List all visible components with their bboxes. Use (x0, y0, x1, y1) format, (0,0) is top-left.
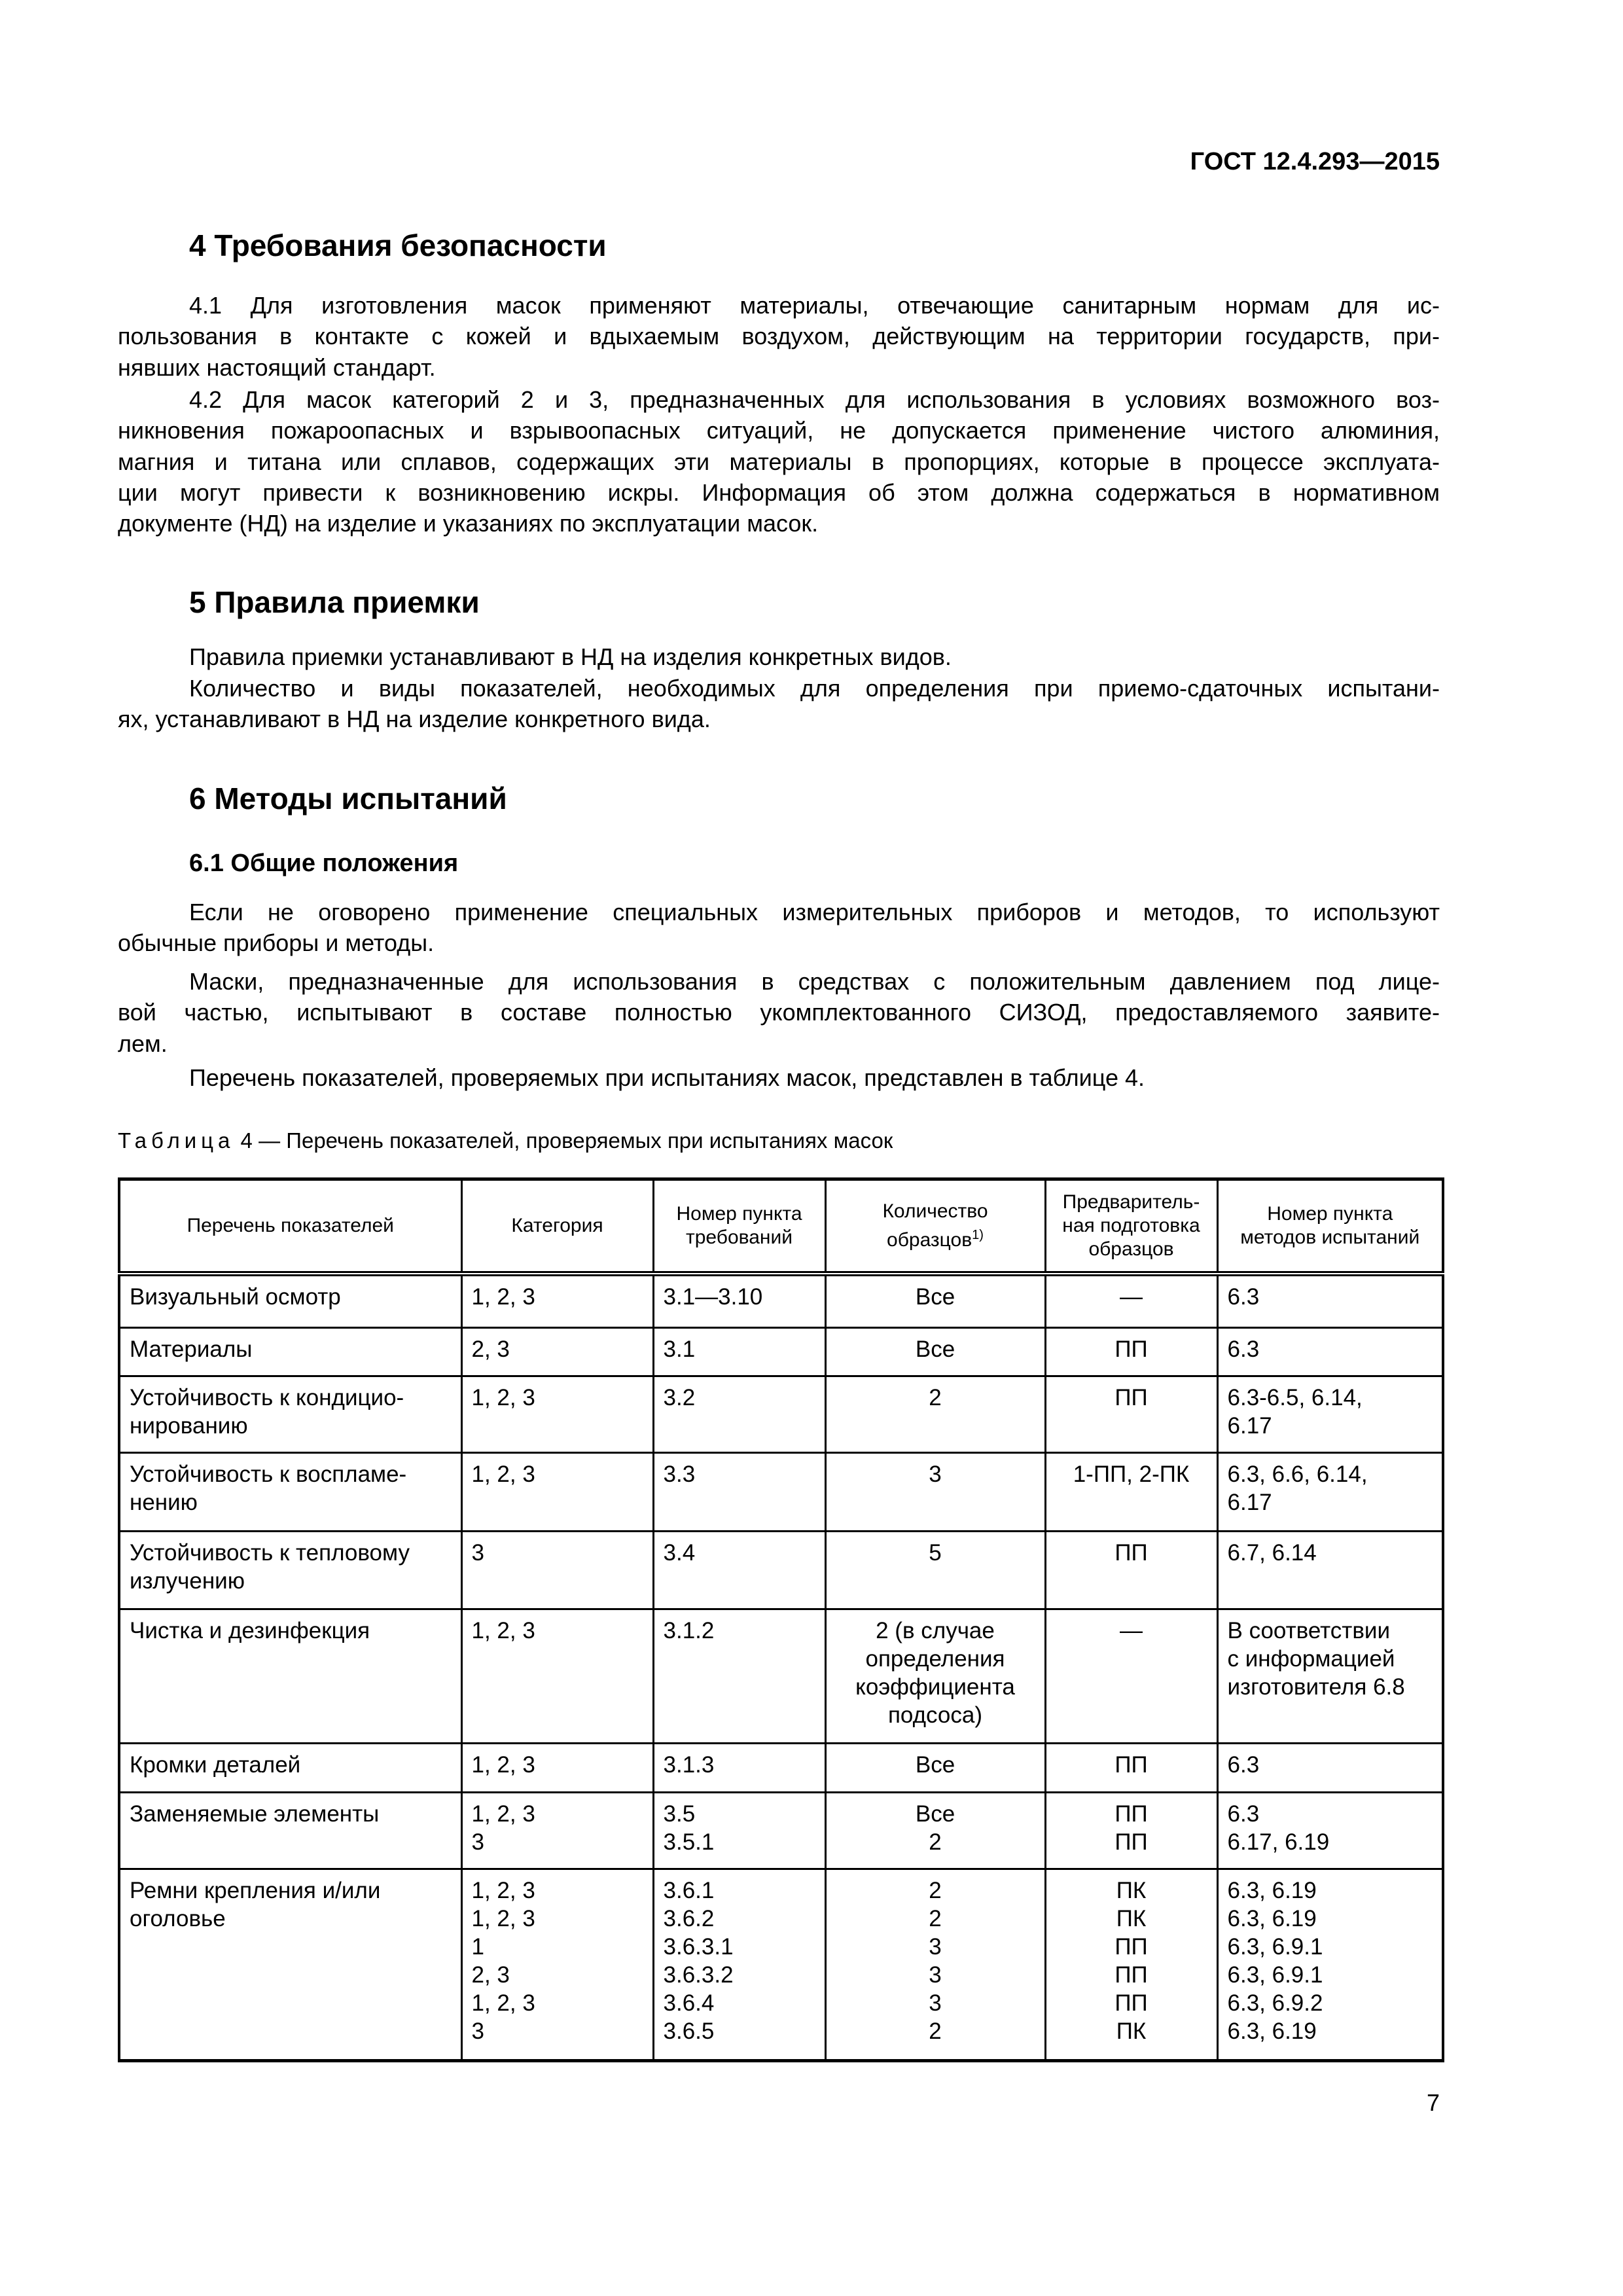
cell-indicator: Материалы (119, 1327, 461, 1376)
paragraph-line: лем. (118, 1030, 168, 1057)
section-6-heading: 6 Методы испытаний (189, 781, 507, 816)
table-row (119, 1743, 1443, 1792)
table-row (119, 1376, 1443, 1452)
paragraph-line: Если не оговорено применение специальных измерительных приборов и методов, то используют (189, 899, 1440, 925)
cell-sample-count: Все 2 (825, 1792, 1045, 1869)
cell-preconditioning: ПП (1045, 1531, 1217, 1609)
cell-category: 1, 2, 3 3 (461, 1792, 653, 1869)
document-code: ГОСТ 12.4.293—2015 (1190, 148, 1440, 175)
cell-indicator: Чистка и дезинфекция (119, 1609, 461, 1743)
cell-preconditioning: ПП ПП (1045, 1792, 1217, 1869)
cell-requirement-clause: 3.5 3.5.1 (653, 1792, 825, 1869)
paragraph-6-b (118, 966, 1440, 1059)
cell-requirement-clause: 3.3 (653, 1452, 825, 1531)
paragraph-4-1 (118, 290, 1440, 383)
footnote-mark: 1) (972, 1228, 984, 1242)
header-test-method-clause: Номер пункта методов испытаний (1217, 1179, 1443, 1274)
cell-test-method-clause: 6.3-6.5, 6.14, 6.17 (1217, 1376, 1443, 1452)
cell-category: 1, 2, 3 (461, 1743, 653, 1792)
cell-preconditioning: ПП (1045, 1376, 1217, 1452)
cell-requirement-clause: 3.1.2 (653, 1609, 825, 1743)
cell-sample-count: Все (825, 1327, 1045, 1376)
cell-indicator: Заменяемые элементы (119, 1792, 461, 1869)
header-sample-count (825, 1179, 1045, 1274)
table-row (119, 1452, 1443, 1531)
table-caption-text: 4 — Перечень показателей, проверяемых при испытаниях масок (234, 1128, 893, 1153)
cell-requirement-clause: 3.6.1 3.6.2 3.6.3.1 3.6.3.2 3.6.4 3.6.5 (653, 1869, 825, 2060)
table-row (119, 1531, 1443, 1609)
cell-sample-count: Все (825, 1743, 1045, 1792)
header-preconditioning: Предваритель- ная подготовка образцов (1045, 1179, 1217, 1274)
cell-sample-count: 2 2 3 3 3 2 (825, 1869, 1045, 2060)
paragraph-line: вой частью, испытывают в составе полностью укомплектованного СИЗОД, предоставляемого заявите- (118, 999, 1440, 1026)
paragraph-line: ях, устанавливают в НД на изделие конкретного вида. (118, 706, 711, 733)
cell-indicator: Кромки деталей (119, 1743, 461, 1792)
table-caption-label: Таблица (118, 1128, 235, 1153)
table-row (119, 1792, 1443, 1869)
paragraph-5-a (118, 641, 1440, 672)
cell-category: 1, 2, 3 1, 2, 3 1 2, 3 1, 2, 3 3 (461, 1869, 653, 2060)
paragraph-6-a (118, 897, 1440, 959)
cell-preconditioning: ПК ПК ПП ПП ПП ПК (1045, 1869, 1217, 2060)
cell-category: 3 (461, 1531, 653, 1609)
cell-test-method-clause: 6.3, 6.19 6.3, 6.19 6.3, 6.9.1 6.3, 6.9.1 6.3, 6.9.2 6.3, 6.19 (1217, 1869, 1443, 2060)
paragraph-4-2 (118, 384, 1440, 539)
cell-indicator: Устойчивость к воспламе- нению (119, 1452, 461, 1531)
header-sample-count-label: Количество образцов (882, 1200, 988, 1251)
paragraph-line: никновения пожароопасных и взрывоопасных ситуаций, не допускается применение чистого алюминия, (118, 417, 1440, 444)
cell-test-method-clause: 6.7, 6.14 (1217, 1531, 1443, 1609)
cell-sample-count: 5 (825, 1531, 1045, 1609)
paragraph-line: Маски, предназначенные для использования в средствах с положительным давлением под лице- (189, 968, 1440, 995)
cell-test-method-clause: 6.3 6.17, 6.19 (1217, 1792, 1443, 1869)
cell-requirement-clause: 3.2 (653, 1376, 825, 1452)
page-number: 7 (1426, 2089, 1440, 2116)
paragraph-line: обычные приборы и методы. (118, 929, 435, 957)
paragraph-line: Количество и виды показателей, необходимых для определения при приемо-сдаточных испытани- (189, 675, 1440, 702)
cell-requirement-clause: 3.1.3 (653, 1743, 825, 1792)
cell-preconditioning: — (1045, 1609, 1217, 1743)
table-row (119, 1609, 1443, 1743)
cell-test-method-clause: 6.3 (1217, 1327, 1443, 1376)
table-row (119, 1274, 1443, 1327)
cell-indicator: Устойчивость к тепловому излучению (119, 1531, 461, 1609)
cell-category: 1, 2, 3 (461, 1609, 653, 1743)
paragraph-line: 4.1 Для изготовления масок применяют материалы, отвечающие санитарным нормам для ис- (189, 292, 1440, 319)
paragraph-6-c (118, 1062, 1440, 1093)
paragraph-line: Перечень показателей, проверяемых при испытаниях масок, представлен в таблице 4. (189, 1064, 1145, 1091)
paragraph-line: Правила приемки устанавливают в НД на изделия конкретных видов. (189, 643, 952, 670)
cell-indicator: Визуальный осмотр (119, 1274, 461, 1327)
cell-preconditioning: ПП (1045, 1743, 1217, 1792)
cell-indicator: Ремни крепления и/или оголовье (119, 1869, 461, 2060)
table-caption (118, 1126, 893, 1156)
cell-test-method-clause: 6.3, 6.6, 6.14, 6.17 (1217, 1452, 1443, 1531)
cell-test-method-clause: 6.3 (1217, 1274, 1443, 1327)
cell-test-method-clause: 6.3 (1217, 1743, 1443, 1792)
section-5-heading: 5 Правила приемки (189, 585, 480, 619)
cell-sample-count: Все (825, 1274, 1045, 1327)
cell-requirement-clause: 3.1 (653, 1327, 825, 1376)
cell-category: 2, 3 (461, 1327, 653, 1376)
header-category: Категория (461, 1179, 653, 1274)
cell-test-method-clause: В соответствии с информацией изготовителя 6.8 (1217, 1609, 1443, 1743)
paragraph-5-b (118, 673, 1440, 735)
paragraph-line: нявших настоящий стандарт. (118, 353, 436, 381)
cell-sample-count: 3 (825, 1452, 1045, 1531)
cell-requirement-clause: 3.4 (653, 1531, 825, 1609)
cell-category: 1, 2, 3 (461, 1452, 653, 1531)
indicators-table (118, 1177, 1444, 2062)
cell-category: 1, 2, 3 (461, 1376, 653, 1452)
cell-preconditioning: ПП (1045, 1327, 1217, 1376)
cell-sample-count: 2 (в случае определения коэффициента подсоса) (825, 1609, 1045, 1743)
paragraph-line: пользования в контакте с кожей и вдыхаемым воздухом, действующим на территории государств, при- (118, 323, 1440, 350)
section-4-heading: 4 Требования безопасности (189, 228, 607, 262)
cell-preconditioning: 1-ПП, 2-ПК (1045, 1452, 1217, 1531)
table-header-row (119, 1179, 1443, 1274)
cell-indicator: Устойчивость к кондицио- нированию (119, 1376, 461, 1452)
table-row (119, 1327, 1443, 1376)
paragraph-line: магния и титана или сплавов, содержащих эти материалы в пропорциях, которые в процессе эксплуата- (118, 448, 1440, 475)
paragraph-line: 4.2 Для масок категорий 2 и 3, предназначенных для использования в условиях возможного воз- (189, 386, 1440, 413)
cell-preconditioning: — (1045, 1274, 1217, 1327)
subsection-6-1-heading: 6.1 Общие положения (189, 850, 459, 877)
cell-sample-count: 2 (825, 1376, 1045, 1452)
header-requirement-clause: Номер пункта требований (653, 1179, 825, 1274)
table-row (119, 1869, 1443, 2060)
header-indicators: Перечень показателей (119, 1179, 461, 1274)
paragraph-line: ции могут привести к возникновению искры. Информация об этом должна содержаться в нормативном (118, 478, 1440, 506)
cell-requirement-clause: 3.1—3.10 (653, 1274, 825, 1327)
cell-category: 1, 2, 3 (461, 1274, 653, 1327)
paragraph-line: документе (НД) на изделие и указаниях по эксплуатации масок. (118, 510, 819, 537)
